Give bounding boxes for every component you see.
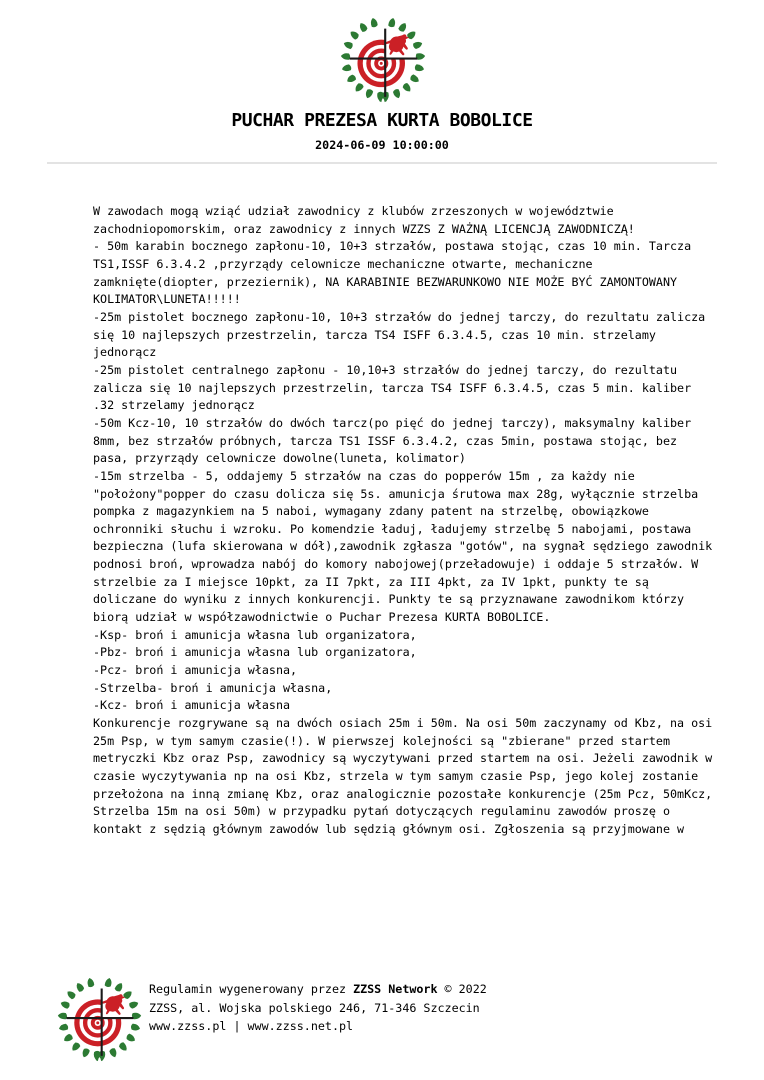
footer-club-emblem-logo <box>56 975 143 1062</box>
footer-generated-line <box>149 980 487 999</box>
club-emblem-logo <box>339 15 427 103</box>
footer <box>149 980 487 1036</box>
footer-websites: www.zzss.pl | www.zzss.net.pl <box>149 1019 354 1033</box>
footer-generator-name: ZZSS Network <box>353 982 438 996</box>
target-wreath-griffin-icon <box>58 977 142 1061</box>
document-title: PUCHAR PREZESA KURTA BOBOLICE <box>231 110 533 131</box>
target-wreath-griffin-icon <box>341 17 426 102</box>
header-divider <box>47 162 717 164</box>
footer-generated-prefix: Regulamin wygenerowany przez <box>149 982 354 996</box>
regulation-body-text: W zawodach mogą wziąć udział zawodnicy z klubów zrzeszonych w województwie zachodniopomorskim, oraz zawodnicy z innych WZZS Z WAŻNĄ LICENCJĄ ZAWODNICZĄ! - 50m karabin bocznego zapłonu-10, 10+3 strzałów, postawa stojąc, czas 10 min. Tarcza TS1,ISSF 6.3.4.2 ,przyrządy celownicze mechaniczne otwarte, mechaniczne zamknięte(diopter, przeziernik), NA KARABINIE BEZWARUNKOWO NIE MOŻE BYĆ ZAMONTOWANY KOLIMATOR\LUNETA!!!!! -25m pistolet bocznego zapłonu-10, 10+3 strzałów do jednej tarczy, do rezultatu zalicza się 10 najlepszych przestrzelin, tarcza TS4 ISFF 6.3.4.5, czas 10 min. strzelamy jednorącz -25m pistolet centralnego zapłonu - 10,10+3 strzałów do jednej tarczy, do rezultatu zalicza się 10 najlepszych przestrzelin, tarcza TS4 ISFF 6.3.4.5, czas 5 min. kaliber .32 strzelamy jednorącz -50m Kcz-10, 10 strzałów do dwóch tarcz(po pięć do jednej tarczy), maksymalny kaliber 8mm, bez strzałów próbnych, tarcza TS1 ISSF 6.3.4.2, czas 5min, postawa stojąc, bez pasa, przyrządy celownicze dowolne(luneta, kolimator) -15m strzelba - 5, oddajemy 5 strzałów na czas do popperów 15m , za każdy nie "położony"popper do czasu dolicza się 5s. amunicja śrutowa max 28g, wyłącznie strzelba pompka z magazynkiem na 5 naboi, wymagany zdany patent na strzelbę, obowiązkowe ochronniki słuchu i wzroku. Po komendzie ładuj, ładujemy strzelbę 5 nabojami, postawa bezpieczna (lufa skierowana w dół),zawodnik zgłasza "gotów", na sygnał sędziego zawodnik podnosi broń, wprowadza nabój do komory nabojowej(przeładowuje) i oddaje 5 strzałów. W strzelbie za I miejsce 10pkt, za II 7pkt, za III 4pkt, za IV 1pkt, punkty te są doliczane do wyniku z innych konkurencji. Punkty te są przyznawane zawodnikom którzy biorą udział w współzawodnictwie o Puchar Prezesa KURTA BOBOLICE. -Ksp- broń i amunicja własna lub organizatora, -Pbz- broń i amunicja własna lub organizatora, -Pcz- broń i amunicja własna, -Strzelba- broń i amunicja własna, -Kcz- broń i amunicja własna Konkurencje rozgrywane są na dwóch osiach 25m i 50m. Na osi 50m zaczynamy od Kbz, na osi 25m Psp, w tym samym czasie(!). W pierwszej kolejności są "zbierane" przed startem metryczki Kbz oraz Psp, zawodnicy są wyczytywani przed startem na osi. Jeżeli zawodnik w czasie wyczytywania np na osi Kbz, strzela w tym samym czasie Psp, jego kolej zostanie przełożona na inną zmianę Kbz, oraz analogicznie pozostałe konkurencje (25m Pcz, 50mKcz, Strzelba 15m na osi 50m) w przypadku pytań dotyczących regulaminu zawodów proszę o kontakt z sędzią głównym zawodów lub sędzią głównym osi. Zgłoszenia są przyjmowane w <box>93 204 713 836</box>
footer-address: ZZSS, al. Wojska polskiego 246, 71-346 Szczecin <box>149 1000 480 1015</box>
footer-copyright: © 2022 <box>437 982 487 996</box>
event-datetime: 2024-06-09 10:00:00 <box>315 138 449 152</box>
